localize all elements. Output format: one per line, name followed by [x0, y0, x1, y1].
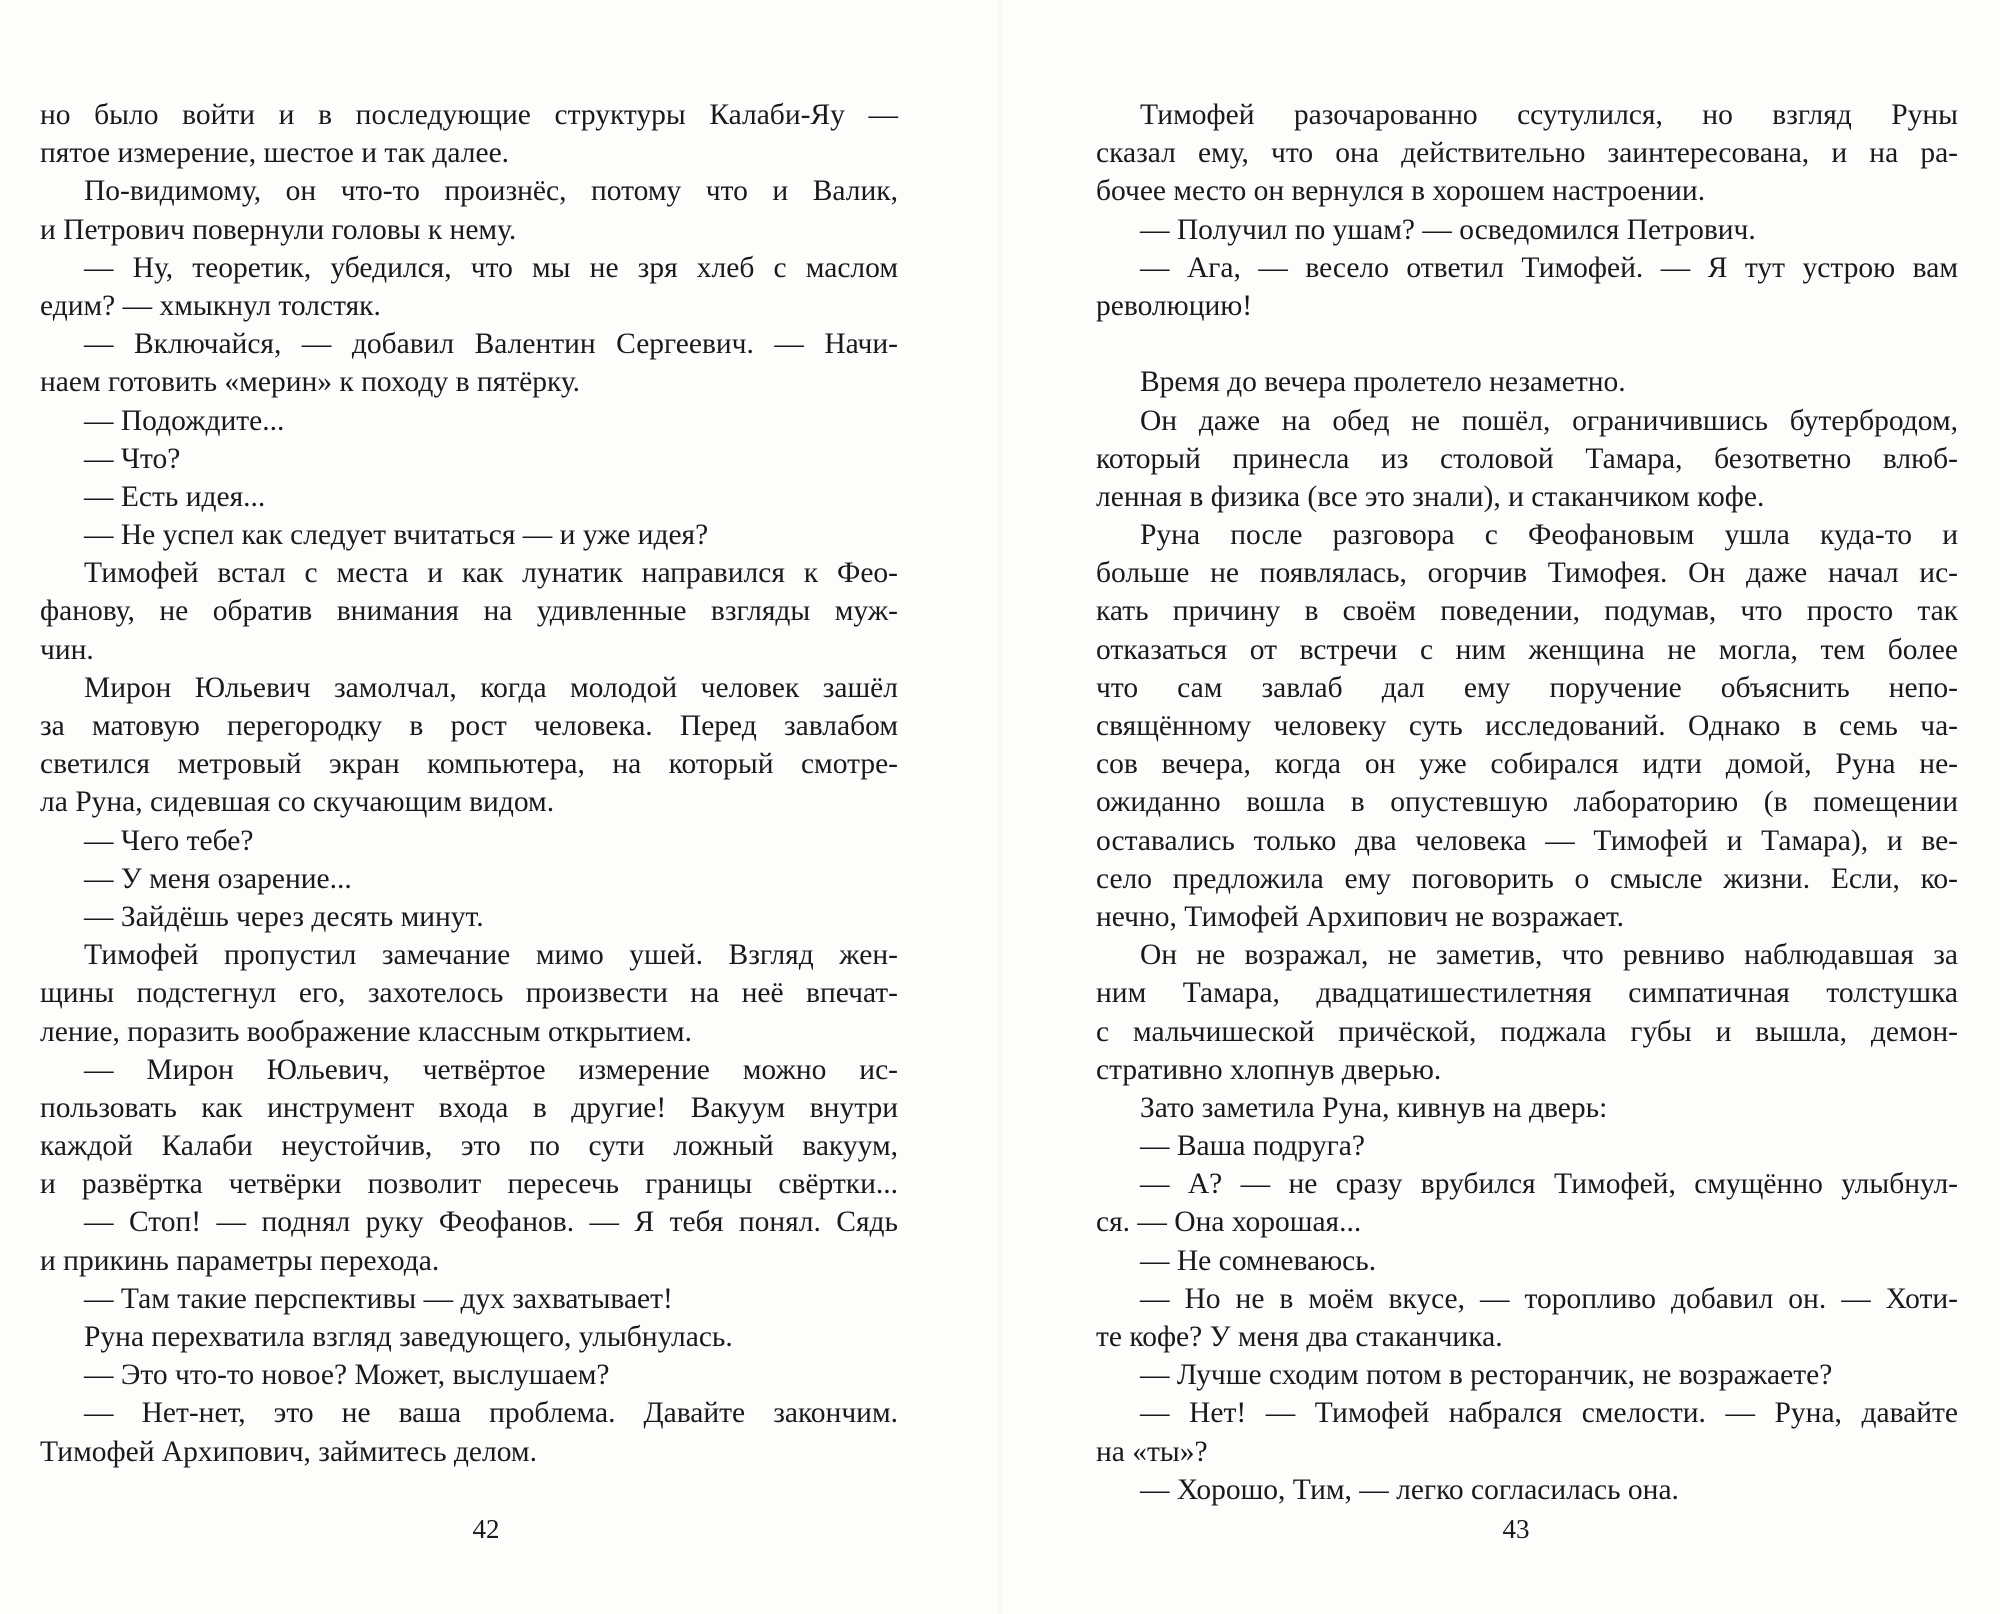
text-line: светился метровый экран компьютера, на который смотре-: [40, 748, 898, 781]
text-line: щины подстегнул его, захотелось произвести на неё впечат-: [40, 977, 898, 1010]
text-line: — Ну, теоретик, убедился, что мы не зря хлеб с маслом: [84, 251, 898, 284]
text-line: — Но не в моём вкусе, — торопливо добавил он. — Хоти-: [1140, 1282, 1958, 1315]
text-line: — Получил по ушам? — осведомился Петрович.: [1140, 213, 1756, 246]
text-line: который принесла из столовой Тамара, безответно влюб-: [1096, 442, 1958, 475]
text-line: кать причину в своём поведении, подумав, что просто так: [1096, 595, 1958, 628]
text-line: за матовую перегородку в рост человека. Перед завлабом: [40, 710, 898, 742]
text-line: — Включайся, — добавил Валентин Сергеевич. — Начи-: [84, 328, 898, 361]
text-line: — Подождите...: [84, 404, 285, 437]
text-line: По-видимому, он что-то произнёс, потому что и Валик,: [84, 175, 898, 208]
left-page: [40, 96, 898, 1471]
text-line: Зато заметила Руна, кивнув на дверь:: [1140, 1091, 1608, 1124]
text-line: едим? — хмыкнул толстяк.: [40, 289, 381, 322]
text-line: фанову, не обратив внимания на удивленные взгляды муж-: [40, 595, 898, 628]
gutter-shadow: [998, 0, 1002, 1614]
text-line: революцию!: [1096, 289, 1253, 322]
text-line: бочее место он вернулся в хорошем настроении.: [1096, 175, 1706, 208]
text-line: — Мирон Юльевич, четвёртое измерение можно ис-: [84, 1053, 898, 1086]
right-page: [1096, 96, 1958, 1509]
text-line: — У меня озарение...: [84, 862, 352, 895]
text-line: те кофе? У меня два стаканчика.: [1096, 1321, 1503, 1353]
text-line: — Не успел как следует вчитаться — и уже идея?: [84, 519, 709, 552]
text-line: — Там такие перспективы — дух захватывает!: [84, 1282, 673, 1315]
text-line: сказал ему, что она действительно заинтересована, и на ра-: [1096, 137, 1958, 170]
text-line: Он даже на обед не пошёл, ограничившись бутербродом,: [1140, 404, 1958, 437]
text-line: Тимофей пропустил замечание мимо ушей. Взгляд жен-: [84, 939, 898, 972]
left-page-number: 42: [472, 1514, 500, 1544]
text-line: ление, поразить воображение классным открытием.: [40, 1015, 692, 1048]
text-line: Время до вечера пролетело незаметно.: [1140, 366, 1626, 399]
text-line: Тимофей Архипович, займитесь делом.: [40, 1435, 537, 1468]
text-line: — Есть идея...: [84, 480, 266, 513]
text-line: — А? — не сразу врубился Тимофей, смущённо улыбнул-: [1140, 1168, 1958, 1201]
text-line: пользовать как инструмент входа в другие! Вакуум внутри: [40, 1091, 898, 1124]
text-line: каждой Калаби неустойчив, это по сути ложный вакуум,: [40, 1130, 898, 1163]
text-line: чин.: [40, 633, 94, 666]
text-line: — Ага, — весело ответил Тимофей. — Я тут устрою вам: [1140, 251, 1958, 284]
text-line: Мирон Юльевич замолчал, когда молодой человек зашёл: [84, 671, 898, 704]
text-line: нечно, Тимофей Архипович не возражает.: [1096, 900, 1625, 933]
text-line: Руна перехватила взгляд заведующего, улыбнулась.: [84, 1321, 733, 1353]
text-line: — Лучше сходим потом в ресторанчик, не возражаете?: [1140, 1359, 1833, 1392]
text-line: пятое измерение, шестое и так далее.: [40, 137, 510, 170]
text-line: ленная в физика (все это знали), и стаканчиком кофе.: [1096, 480, 1765, 513]
text-line: но было войти и в последующие структуры Калаби-Яу —: [40, 99, 898, 131]
text-line: отказаться от встречи с ним женщина не могла, тем более: [1096, 633, 1958, 666]
text-line: с мальчишеской причёской, поджала губы и вышла, демон-: [1096, 1015, 1958, 1048]
text-line: — Хорошо, Тим, — легко согласилась она.: [1140, 1473, 1679, 1506]
text-line: Руна после разговора с Феофановым ушла куда-то и: [1140, 519, 1958, 552]
right-page-number: 43: [1502, 1514, 1530, 1544]
text-line: — Зайдёшь через десять минут.: [84, 900, 484, 933]
text-line: ла Руна, сидевшая со скучающим видом.: [40, 786, 555, 819]
text-line: ожиданно вошла в опустевшую лабораторию (в помещении: [1096, 786, 1958, 819]
text-line: и прикинь параметры перехода.: [40, 1244, 440, 1277]
text-line: что сам завлаб дал ему поручение объяснить непо-: [1096, 671, 1958, 704]
text-line: наем готовить «мерин» к походу в пятёрку.: [40, 366, 581, 399]
text-line: свящённому человеку суть исследований. Однако в семь ча-: [1096, 710, 1958, 742]
text-line: — Нет! — Тимофей набрался смелости. — Руна, давайте: [1140, 1397, 1958, 1430]
text-line: ся. — Она хорошая...: [1096, 1206, 1362, 1239]
text-line: — Нет-нет, это не ваша проблема. Давайте закончим.: [84, 1397, 898, 1430]
text-line: Он не возражал, не заметив, что ревниво наблюдавшая за: [1140, 939, 1958, 972]
text-line: сов вечера, когда он уже собирался идти домой, Руна не-: [1096, 748, 1958, 781]
text-line: ним Тамара, двадцатишестилетняя симпатичная толстушка: [1096, 977, 1958, 1010]
text-line: — Стоп! — поднял руку Феофанов. — Я тебя понял. Сядь: [84, 1206, 898, 1239]
text-line: — Что?: [84, 442, 181, 475]
text-line: Тимофей разочарованно ссутулился, но взгляд Руны: [1140, 99, 1958, 131]
text-line: Тимофей встал с места и как лунатик направился к Фео-: [84, 557, 898, 590]
text-line: село предложила ему поговорить о смысле жизни. Если, ко-: [1096, 862, 1958, 895]
text-line: стративно хлопнув дверью.: [1096, 1053, 1442, 1086]
text-line: — Чего тебе?: [84, 824, 254, 857]
text-line: [1096, 325, 1958, 363]
left-page-text: [40, 96, 898, 1471]
text-line: — Ваша подруга?: [1140, 1130, 1365, 1163]
text-line: больше не появлялась, огорчив Тимофея. Он даже начал ис-: [1096, 557, 1958, 590]
text-line: оставались только два человека — Тимофей и Тамара), и ве-: [1096, 824, 1958, 857]
text-line: на «ты»?: [1096, 1435, 1208, 1468]
text-line: — Это что-то новое? Может, выслушаем?: [84, 1359, 610, 1392]
text-line: и Петрович повернули головы к нему.: [40, 213, 517, 246]
right-page-text: [1096, 96, 1958, 1509]
text-line: — Не сомневаюсь.: [1140, 1244, 1377, 1277]
text-line: и развёртка четвёрки позволит пересечь границы свёртки...: [40, 1168, 898, 1201]
